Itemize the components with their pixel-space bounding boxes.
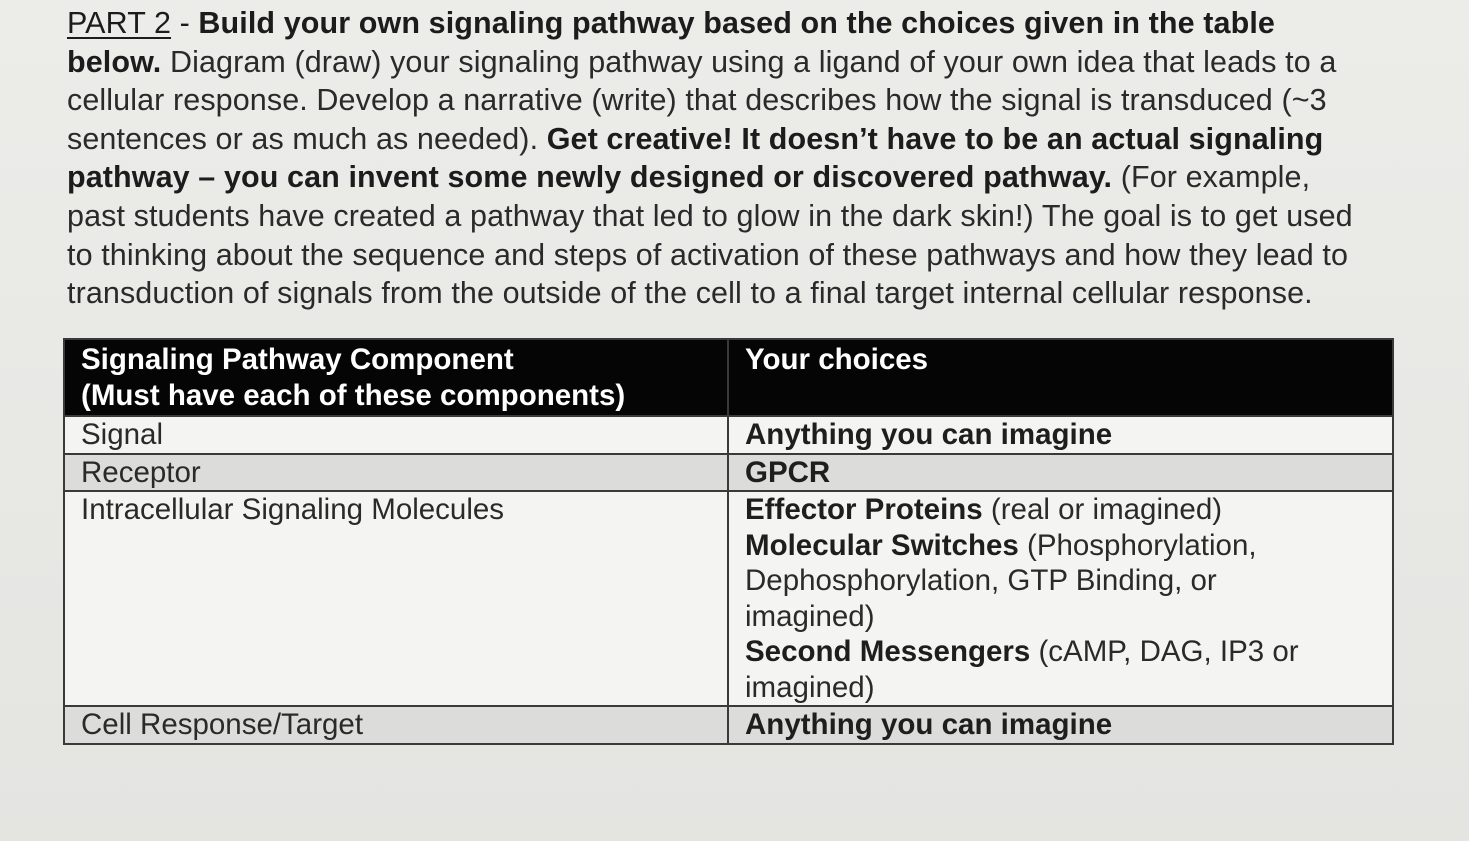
instructions-line <box>67 43 1387 82</box>
second-messengers-choice <box>745 634 1378 670</box>
choice-detail: imagined) <box>745 599 875 633</box>
task-title-end: below. <box>67 44 162 79</box>
header-component <box>64 339 728 416</box>
table-header-row <box>64 339 1393 416</box>
task-title: Build your own signaling pathway based on the choices given in the table <box>198 6 1275 40</box>
choice-heading: Effector Proteins <box>745 493 983 526</box>
instructions-line: past students have created a pathway that led to glow in the dark skin!) The goal is to get used <box>67 198 1353 233</box>
instructions-line: to thinking about the sequence and steps of activation of these pathways and how they lead to <box>67 237 1349 272</box>
emphasis-text: Get creative! It doesn’t have to be an actual signaling <box>546 121 1324 156</box>
choice-cell <box>728 706 1393 744</box>
choice-heading: Second Messengers <box>745 635 1031 668</box>
choice-detail: (Phosphorylation, <box>1018 528 1257 562</box>
choice-heading: Molecular Switches <box>745 528 1019 562</box>
pathway-components-table <box>63 338 1394 745</box>
table-row-receptor <box>64 454 1393 492</box>
instructions-line <box>67 120 1387 159</box>
instructions-text: (For example, <box>1112 160 1311 195</box>
instructions-line <box>67 158 1387 197</box>
instructions-line: transduction of signals from the outside of the cell to a final target internal cellular response. <box>67 276 1313 311</box>
choice-cell <box>728 454 1393 492</box>
header-choices: Your choices <box>728 339 1393 416</box>
header-component-title: Signaling Pathway Component <box>81 343 514 376</box>
choice-cell <box>728 416 1393 454</box>
table-row-signal <box>64 416 1393 454</box>
header-component-note: (Must have each of these components) <box>81 378 626 412</box>
component-cell: Cell Response/Target <box>64 706 728 744</box>
instructions-text: sentences or as much as needed). <box>67 121 547 156</box>
part-label: PART 2 <box>67 6 172 40</box>
emphasis-text: pathway – you can invent some newly designed or discovered pathway. <box>67 160 1113 195</box>
molecular-switches-choice <box>745 528 1378 564</box>
component-cell: Intracellular Signaling Molecules <box>64 491 728 706</box>
table-row-cell-response <box>64 706 1393 744</box>
component-cell: Signal <box>64 416 728 454</box>
choice-detail: Dephosphorylation, GTP Binding, or <box>745 564 1217 597</box>
instructions-line: cellular response. Develop a narrative (write) that describes how the signal is transduced (~3 <box>67 83 1327 118</box>
separator: - <box>171 6 199 40</box>
instructions-line <box>67 4 1387 43</box>
choice-cell <box>728 491 1393 706</box>
instructions-text: Diagram (draw) your signaling pathway using a ligand of your own idea that leads to a <box>161 44 1337 79</box>
choice-text: GPCR <box>745 455 831 489</box>
choice-detail: (cAMP, DAG, IP3 or <box>1030 635 1299 668</box>
choice-text: Anything you can imagine <box>745 708 1113 741</box>
choice-detail: (real or imagined) <box>982 493 1223 526</box>
instructions-paragraph <box>67 4 1387 313</box>
table-row-intracellular <box>64 491 1393 706</box>
effector-proteins-choice <box>745 492 1378 528</box>
choice-detail: imagined) <box>745 670 875 704</box>
choice-text: Anything you can imagine <box>745 418 1113 451</box>
component-cell: Receptor <box>64 454 728 492</box>
